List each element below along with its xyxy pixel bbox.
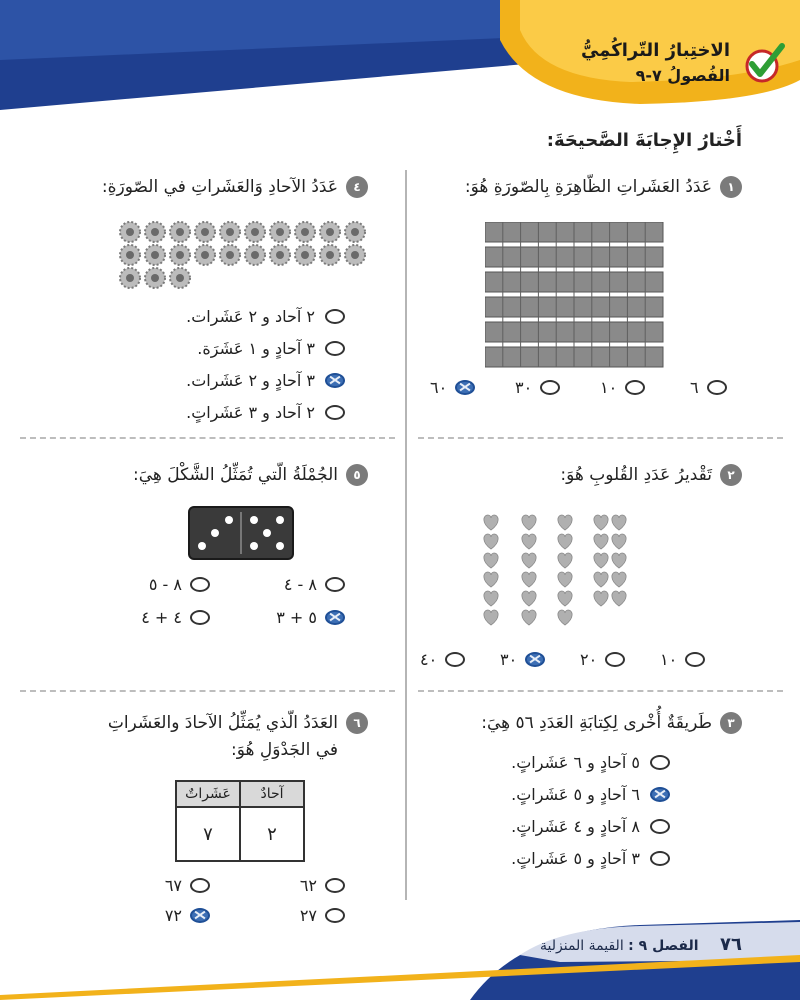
question-number: ٥ — [346, 464, 368, 486]
question-number: ٦ — [346, 712, 368, 734]
answer-circle[interactable] — [190, 577, 210, 592]
page-number: ٧٦ — [720, 934, 742, 955]
question-number: ٣ — [720, 712, 742, 734]
answer-circle-selected[interactable] — [455, 380, 475, 395]
question-text: عَدَدُ العَشَراتِ الظّاهِرَةِ بِالصّورَةِ هُوَ: — [464, 177, 712, 197]
answer-circle[interactable] — [325, 577, 345, 592]
q2-option-4[interactable]: ٤٠ — [420, 650, 465, 669]
q3-option-1[interactable]: ٥ آحادٍ و ٦ عَشَراتٍ. — [511, 746, 670, 778]
answer-circle[interactable] — [650, 755, 670, 770]
column-divider — [405, 170, 407, 900]
row-divider — [418, 690, 783, 692]
question-3 — [481, 712, 742, 734]
place-value-table — [175, 780, 305, 862]
ten-blocks-image — [485, 222, 665, 368]
question-text: تَقْديرُ عَدَدِ القُلوبِ هُوَ: — [560, 465, 712, 485]
footer-chapter — [540, 938, 699, 954]
answer-circle-selected[interactable] — [525, 652, 545, 667]
question-5 — [133, 464, 368, 486]
q2-option-3[interactable]: ٣٠ — [500, 650, 545, 669]
ones-header: آحادٌ — [240, 781, 304, 807]
q4-option-1[interactable]: ٢ آحاد و ٢ عَشَرات. — [186, 300, 345, 332]
tens-value: ٧ — [176, 807, 240, 861]
answer-circle[interactable] — [325, 405, 345, 420]
flowers-image — [118, 220, 372, 292]
chapter-title: القيمة المنزلية — [540, 938, 624, 954]
q3-option-3[interactable]: ٨ آحادٍ و ٤ عَشَراتٍ. — [511, 810, 670, 842]
q3-option-2[interactable]: ٦ آحادٍ و ٥ عَشَراتٍ. — [511, 778, 670, 810]
question-4 — [102, 176, 368, 198]
row-divider — [20, 437, 395, 439]
q3-options — [511, 746, 670, 874]
question-number: ١ — [720, 176, 742, 198]
checkmark-icon — [740, 38, 788, 86]
instruction-text: أَخْتارُ الإِجابَةَ الصَّحيحَةَ: — [546, 130, 742, 151]
answer-circle[interactable] — [605, 652, 625, 667]
answer-circle[interactable] — [325, 341, 345, 356]
q4-option-2[interactable]: ٣ آحادٍ و ١ عَشَرَة. — [186, 332, 345, 364]
q2-option-1[interactable]: ١٠ — [660, 650, 705, 669]
answer-circle[interactable] — [707, 380, 727, 395]
question-number: ٢ — [720, 464, 742, 486]
question-number: ٤ — [346, 176, 368, 198]
answer-circle[interactable] — [325, 878, 345, 893]
row-divider — [418, 437, 783, 439]
q6-option-4[interactable]: ٧٢ — [165, 906, 210, 925]
q4-option-3[interactable]: ٣ آحادٍ و ٢ عَشَرات. — [186, 364, 345, 396]
test-subtitle: الفُصولُ ٧-٩ — [635, 66, 730, 85]
answer-circle[interactable] — [650, 851, 670, 866]
hearts-image — [473, 512, 633, 636]
answer-circle[interactable] — [650, 819, 670, 834]
q4-options — [186, 300, 345, 428]
q6-option-2[interactable]: ٦٧ — [165, 876, 210, 895]
q2-option-2[interactable]: ٢٠ — [580, 650, 625, 669]
tens-header: عَشَراتٌ — [176, 781, 240, 807]
answer-circle-selected[interactable] — [325, 610, 345, 625]
ones-value: ٢ — [240, 807, 304, 861]
q1-option-3[interactable]: ٣٠ — [515, 378, 560, 397]
question-1 — [465, 176, 742, 198]
domino-image — [188, 506, 294, 560]
question-text: الجُمْلَةُ الّتي تُمَثِّلُ الشَّكْلَ هِيَ: — [132, 465, 338, 485]
q5-option-2[interactable]: ٨ - ٥ — [149, 575, 210, 594]
answer-circle-selected[interactable] — [325, 373, 345, 388]
question-6 — [108, 712, 368, 734]
answer-circle[interactable] — [445, 652, 465, 667]
chapter-label: الفصل ٩ : — [628, 938, 699, 954]
answer-circle[interactable] — [325, 309, 345, 324]
answer-circle-selected[interactable] — [650, 787, 670, 802]
test-title: الاختِبارُ التّراكُمِيُّ — [580, 40, 730, 61]
question-text: عَدَدُ الآحادِ وَالعَشَراتِ في الصّورَةِ: — [101, 177, 338, 197]
q5-option-3[interactable]: ٥ + ٣ — [276, 608, 345, 627]
row-divider — [20, 690, 395, 692]
answer-circle[interactable] — [540, 380, 560, 395]
answer-circle[interactable] — [190, 610, 210, 625]
q4-option-4[interactable]: ٢ آحاد و ٣ عَشَراتٍ. — [186, 396, 345, 428]
question-text: العَدَدُ الّذي يُمَثِّلُ الآحادَ والعَشَراتِ — [107, 713, 338, 733]
question-6-line2: في الجَدْوَلِ هُوَ: — [231, 740, 338, 760]
q3-option-4[interactable]: ٣ آحادٍ و ٥ عَشَراتٍ. — [511, 842, 670, 874]
q5-option-1[interactable]: ٨ - ٤ — [284, 575, 345, 594]
q5-option-4[interactable]: ٤ + ٤ — [141, 608, 210, 627]
question-text: طَريقَةٌ أُخْرى لِكِتابَةِ العَدَدِ ٥٦ هِيَ: — [481, 713, 712, 733]
q1-option-4[interactable]: ٦٠ — [430, 378, 475, 397]
q6-option-3[interactable]: ٢٧ — [300, 906, 345, 925]
answer-circle[interactable] — [625, 380, 645, 395]
q1-option-2[interactable]: ١٠ — [600, 378, 645, 397]
q1-option-1[interactable]: ٦ — [690, 378, 727, 397]
question-2 — [560, 464, 742, 486]
q6-option-1[interactable]: ٦٢ — [300, 876, 345, 895]
answer-circle[interactable] — [190, 878, 210, 893]
answer-circle[interactable] — [685, 652, 705, 667]
